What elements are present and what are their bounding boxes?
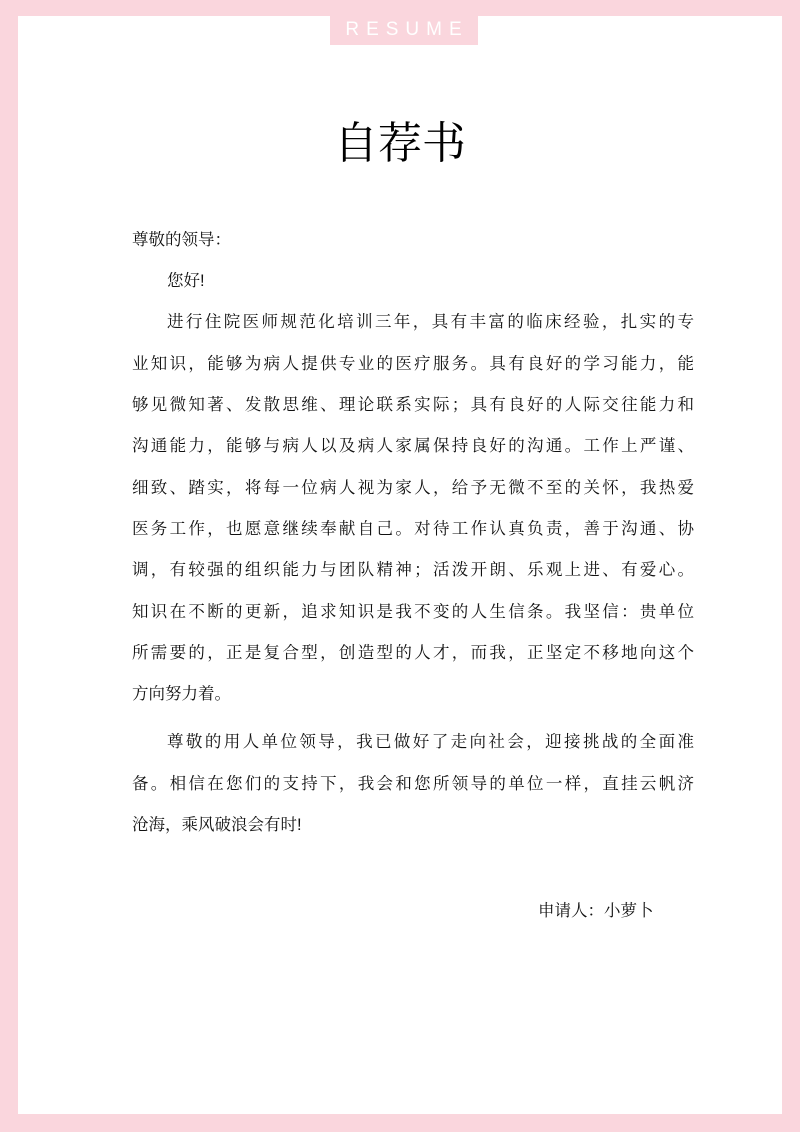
greeting: 您好! <box>167 272 205 290</box>
paragraph-1-line: 调，有较强的组织能力与团队精神；活泼开朗、乐观上进、有爱心。 <box>132 561 694 579</box>
salutation: 尊敬的领导： <box>132 231 231 249</box>
paragraph-1-line: 所需要的，正是复合型，创造型的人才，而我，正坚定不移地向这个 <box>132 644 694 662</box>
paragraph-1-line: 知识在不断的更新，追求知识是我不变的人生信条。我坚信：贵单位 <box>132 603 694 621</box>
paragraph-1-line: 够见微知著、发散思维、理论联系实际；具有良好的人际交往能力和 <box>132 396 694 414</box>
paragraph-2-line: 尊敬的用人单位领导，我已做好了走向社会，迎接挑战的全面准 <box>167 733 694 751</box>
paragraph-1-line: 进行住院医师规范化培训三年，具有丰富的临床经验，扎实的专 <box>167 313 694 331</box>
paragraph-1-line: 业知识，能够为病人提供专业的医疗服务。具有良好的学习能力，能 <box>132 355 694 373</box>
resume-tab: RESUME <box>330 14 478 45</box>
paragraph-1-line: 方向努力着。 <box>132 685 231 703</box>
page-title: 自荐书 <box>334 119 466 168</box>
paragraph-1-line: 医务工作，也愿意继续奉献自己。对待工作认真负责，善于沟通、协 <box>132 520 694 538</box>
paragraph-2-line: 沧海，乘风破浪会有时! <box>132 816 302 834</box>
paragraph-1-line: 细致、踏实，将每一位病人视为家人，给予无微不至的关怀，我热爱 <box>132 479 694 497</box>
paragraph-1-line: 沟通能力，能够与病人以及病人家属保持良好的沟通。工作上严谨、 <box>132 437 694 455</box>
paragraph-2-line: 备。相信在您们的支持下，我会和您所领导的单位一样，直挂云帆济 <box>132 775 694 793</box>
signature: 申请人：小萝卜 <box>538 902 654 920</box>
